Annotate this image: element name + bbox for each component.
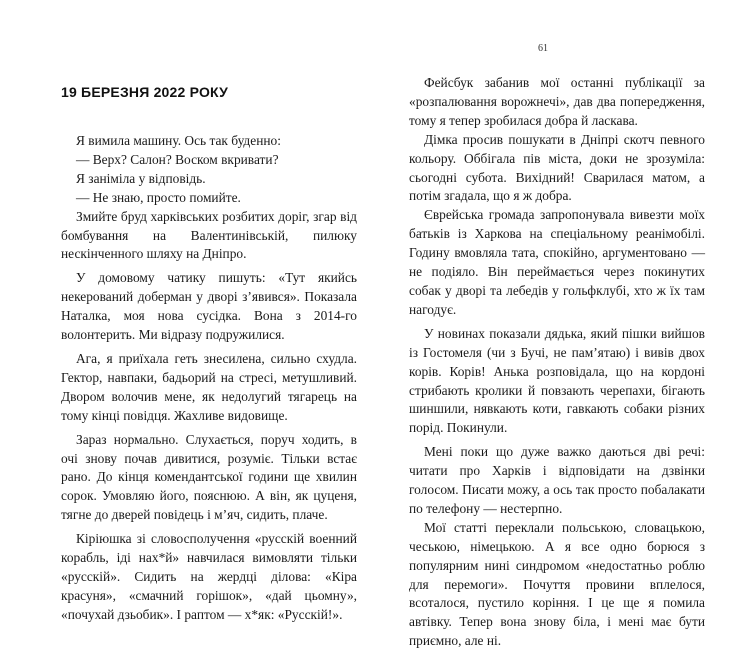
paragraph: Дімка просив пошукати в Дніпрі скотч певного кольору. Оббігала пів міста, доки не зрозуміла: сьогодні субота. Вихідний! Сварилася матом, а потім згадала, що я ж добра.	[409, 131, 705, 204]
paragraph: У новинах показали дядька, який пішки вийшов із Гостомеля (чи з Бучі, не пам’ятаю) і вивів двох корів. Корів! Анька розповідала, що на кордоні стрибають кролики й повзають черепахи, бігають шиншили, нявкають коти, гавкають собаки різних порід. Покинули.	[409, 325, 705, 436]
page-number: 61	[538, 43, 548, 54]
paragraph: Ага, я приїхала геть знесилена, сильно схудла. Гектор, навпаки, бадьорий на стресі, метушливий. Двором волочив мене, як недолугий тягарець на тому кінці повідця. Жахливе видовище.	[61, 350, 357, 423]
dialogue-line: — Верх? Салон? Воском вкривати?	[76, 151, 279, 167]
paragraph: Я вимила машину. Ось так буденно:	[76, 133, 281, 148]
right-column	[409, 74, 705, 651]
chapter-title: 19 БЕРЕЗНЯ 2022 РОКУ	[61, 84, 229, 100]
paragraph: Єврейська громада запропонувала вивезти моїх батьків із Харкова на спеціальному реанімобілі. Годину вмовляла тата, спокійно, аргументовано — не подіяло. Він переймається через покинутих собак у дворі та лебедів у гольфклубі, хто ж їх там нагодує.	[409, 207, 705, 317]
paragraph: Змийте бруд харківських розбитих доріг, згар від бомбування на Валентинівській, пилюку нескінченного шляху на Дніпро.	[61, 208, 357, 262]
left-column	[61, 132, 357, 625]
paragraph: Мені поки що дуже важко даються дві речі: читати про Харків і відповідати на дзвінки голосом. Писати можу, а ось так просто побалакати по телефону — нестерпно.	[409, 444, 705, 516]
paragraph: Зараз нормально. Слухається, поруч ходить, в очі знову почав дивитися, розуміє. Тільки встає рано. До кінця комендантської години ще хвилин сорок. Умовляю його, пояснюю. А він, як цуценя, тягне до дверей повідець і м’яч, сидить, плаче.	[61, 431, 357, 523]
dialogue-line: — Не знаю, просто помийте.	[76, 189, 241, 205]
paragraph: Фейсбук забанив мої останні публікації за «розпалювання ворожнечі», дав два попередження, тому я тепер зробилася добра й ласкава.	[409, 75, 705, 128]
paragraph: Кіріюшка зі словосполучення «русскій военний корабль, іді нах*й» навчилася вимовляти тільки «русскій». Сидить на жердці ділова: «Кіра красуня», «смачний горішок», «дай цьомну», «почухай дзьобик». І раптом — х*як: «Русскій!».	[61, 531, 357, 622]
paragraph: Я заніміла у відповідь.	[76, 170, 206, 186]
paragraph: Мої статті переклали польською, словацькою, чеською, німецькою. А я все одно борюся з популярним нині синдромом «недостатньо роблю для перемоги». Почуття провини вплелося, всоталося, пустило коріння. І це ще я помила автівку. Тепер вона знову біла, і мені має бути приємно, але ні.	[409, 519, 705, 649]
paragraph: У домовому чатику пишуть: «Тут якийсь некерований доберман у дворі з’явився». Показала Наталка, моя нова сусідка. Вона з 2014-го волонтерить. Ми відразу подружилися.	[61, 270, 357, 343]
